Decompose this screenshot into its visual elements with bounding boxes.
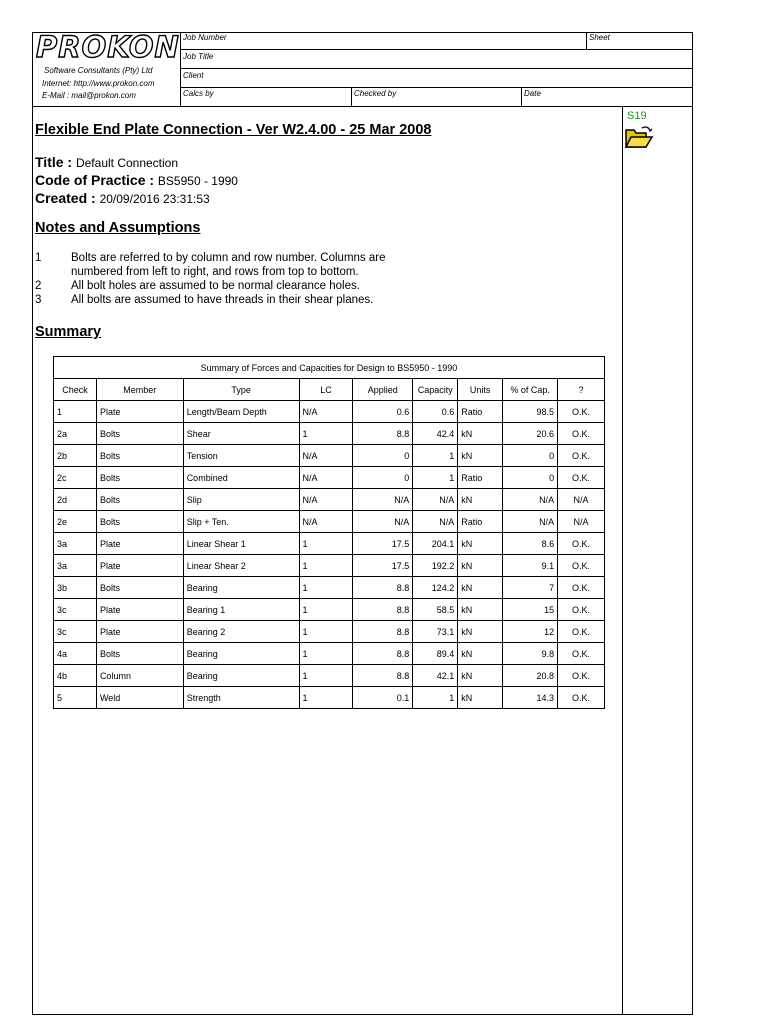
header-row-line [180,68,693,69]
table-cell: 2b [54,445,97,467]
table-cell: 4a [54,643,97,665]
table-cell: N/A [558,511,605,533]
table-cell: Plate [96,621,183,643]
table-cell: Bolts [96,643,183,665]
table-cell: O.K. [558,643,605,665]
table-cell: kN [458,423,503,445]
table-cell: 12 [503,621,558,643]
table-cell: kN [458,577,503,599]
table-cell: O.K. [558,599,605,621]
page-title: Flexible End Plate Connection - Ver W2.4.00 - 25 Mar 2008 [35,122,432,138]
table-cell: 73.1 [413,621,458,643]
table-cell: Slip [183,489,299,511]
meta-created-value: 20/09/2016 23:31:53 [99,192,210,206]
table-cell: 1 [299,577,353,599]
table-row [54,555,605,577]
table-cell: kN [458,643,503,665]
table-cell: 1 [413,687,458,709]
table-cell: 89.4 [413,643,458,665]
table-row [54,687,605,709]
company-name: Software Consultants (Pty) Ltd [44,66,153,75]
column-header: LC [299,379,353,401]
table-cell: 3a [54,533,97,555]
table-cell: O.K. [558,555,605,577]
table-cell: Plate [96,533,183,555]
summary-heading: Summary [35,324,102,340]
table-cell: 20.8 [503,665,558,687]
company-email: E-Mail : mail@prokon.com [42,91,136,100]
table-cell: 8.6 [503,533,558,555]
sheet-label: Sheet [589,33,610,42]
table-row [54,511,605,533]
meta-created [35,190,210,206]
meta-title-label: Title : [35,154,73,170]
table-cell: N/A [413,511,458,533]
note-number: 1 [35,252,42,264]
table-cell: Ratio [458,511,503,533]
table-cell: N/A [299,489,353,511]
table-cell: Bolts [96,445,183,467]
table-cell: 2a [54,423,97,445]
table-cell: Shear [183,423,299,445]
table-cell: O.K. [558,533,605,555]
table-cell: kN [458,489,503,511]
job-title-label: Job Title [183,52,214,61]
table-cell: 20.6 [503,423,558,445]
table-cell: Bolts [96,577,183,599]
table-cell: N/A [299,401,353,423]
client-label: Client [183,71,204,80]
table-cell: Tension [183,445,299,467]
column-header: Check [54,379,97,401]
table-cell: Plate [96,599,183,621]
header-col-line [351,87,352,107]
table-cell: 0.6 [353,401,413,423]
table-cell: Linear Shear 2 [183,555,299,577]
table-cell: Bearing 1 [183,599,299,621]
table-row [54,445,605,467]
table-row [54,423,605,445]
meta-created-label: Created : [35,190,96,206]
table-cell: O.K. [558,687,605,709]
table-cell: 1 [299,533,353,555]
date-label: Date [524,89,541,98]
table-cell: Bolts [96,467,183,489]
table-row [54,533,605,555]
table-cell: 0.1 [353,687,413,709]
table-cell: 0 [353,445,413,467]
table-cell: N/A [503,489,558,511]
table-cell: 5 [54,687,97,709]
table-row [54,489,605,511]
table-cell: O.K. [558,665,605,687]
table-cell: N/A [299,445,353,467]
table-header-row [54,379,605,401]
table-cell: O.K. [558,577,605,599]
table-cell: Bearing 2 [183,621,299,643]
table-cell: 0.6 [413,401,458,423]
table-cell: O.K. [558,423,605,445]
table-row [54,599,605,621]
header-row-line [180,49,693,50]
table-cell: N/A [299,467,353,489]
table-cell: 8.8 [353,577,413,599]
table-cell: Plate [96,401,183,423]
table-cell: 3c [54,621,97,643]
table-cell: 8.8 [353,423,413,445]
table-cell: N/A [558,489,605,511]
table-cell: 3c [54,599,97,621]
table-cell: Bearing [183,577,299,599]
table-cell: 1 [299,423,353,445]
column-header: Applied [353,379,413,401]
table-row [54,577,605,599]
table-caption: Summary of Forces and Capacities for Design to BS5950 - 1990 [54,357,605,379]
table-row [54,401,605,423]
table-cell: 1 [299,621,353,643]
table-cell: Bearing [183,665,299,687]
sheet-code: S19 [627,110,647,122]
meta-code-value: BS5950 - 1990 [157,174,238,188]
table-cell: 3a [54,555,97,577]
notes-heading: Notes and Assumptions [35,220,201,236]
meta-code [35,172,238,188]
calcs-by-label: Calcs by [183,89,214,98]
table-cell: O.K. [558,467,605,489]
table-cell: Length/Beam Depth [183,401,299,423]
table-cell: N/A [353,489,413,511]
column-header: Units [458,379,503,401]
table-cell: Ratio [458,467,503,489]
table-cell: 0 [503,467,558,489]
table-cell: Weld [96,687,183,709]
table-cell: 98.5 [503,401,558,423]
header-col-line [521,87,522,107]
table-cell: kN [458,445,503,467]
job-number-label: Job Number [183,33,227,42]
table-cell: kN [458,621,503,643]
note-text: numbered from left to right, and rows from top to bottom. [71,266,359,278]
column-header: ? [558,379,605,401]
table-cell: kN [458,533,503,555]
table-cell: N/A [299,511,353,533]
table-cell: 2e [54,511,97,533]
header-bottom-line [32,106,693,107]
header-row-line [180,87,693,88]
table-cell: Bolts [96,489,183,511]
table-row [54,665,605,687]
table-cell: 8.8 [353,643,413,665]
table-cell: N/A [503,511,558,533]
table-cell: Ratio [458,401,503,423]
table-cell: 2c [54,467,97,489]
table-cell: Combined [183,467,299,489]
table-cell: Plate [96,555,183,577]
table-cell: 17.5 [353,533,413,555]
header-col-line [586,32,587,49]
table-cell: kN [458,687,503,709]
table-cell: 7 [503,577,558,599]
table-cell: kN [458,665,503,687]
column-header: Member [96,379,183,401]
table-cell: 204.1 [413,533,458,555]
table-cell: 4b [54,665,97,687]
table-row [54,467,605,489]
meta-title-value: Default Connection [75,156,179,170]
table-cell: 1 [54,401,97,423]
note-number: 2 [35,280,42,292]
table-cell: 42.1 [413,665,458,687]
table-cell: 1 [299,643,353,665]
column-header: % of Cap. [503,379,558,401]
prokon-logo: PROKON [36,30,180,64]
note-text: All bolt holes are assumed to be normal clearance holes. [71,280,360,292]
header-divider [180,32,181,107]
table-cell: 15 [503,599,558,621]
column-header: Capacity [413,379,458,401]
table-cell: Bolts [96,423,183,445]
table-cell: N/A [353,511,413,533]
note-number: 3 [35,294,42,306]
table-cell: 1 [299,555,353,577]
table-cell: 1 [299,599,353,621]
table-cell: 0 [503,445,558,467]
table-cell: 58.5 [413,599,458,621]
table-cell: N/A [413,489,458,511]
table-cell: 8.8 [353,621,413,643]
table-cell: 124.2 [413,577,458,599]
meta-title [35,154,178,170]
side-column-divider [622,107,623,1015]
table-cell: O.K. [558,445,605,467]
table-cell: 1 [299,665,353,687]
table-cell: 14.3 [503,687,558,709]
table-cell: O.K. [558,401,605,423]
table-cell: 1 [413,445,458,467]
table-row [54,643,605,665]
note-text: All bolts are assumed to have threads in their shear planes. [71,294,374,306]
table-cell: 1 [413,467,458,489]
table-cell: kN [458,555,503,577]
table-cell: 1 [299,687,353,709]
table-row [54,621,605,643]
column-header: Type [183,379,299,401]
table-cell: kN [458,599,503,621]
note-text: Bolts are referred to by column and row number. Columns are [71,252,386,264]
table-cell: 2d [54,489,97,511]
table-cell: Column [96,665,183,687]
table-cell: Slip + Ten. [183,511,299,533]
table-cell: Bearing [183,643,299,665]
table-cell: 8.8 [353,599,413,621]
table-cell: 42.4 [413,423,458,445]
table-cell: O.K. [558,621,605,643]
table-cell: 8.8 [353,665,413,687]
folder-open-icon[interactable] [624,124,654,150]
table-cell: 9.8 [503,643,558,665]
table-cell: 9.1 [503,555,558,577]
summary-table [53,356,605,709]
table-cell: Bolts [96,511,183,533]
table-cell: 0 [353,467,413,489]
table-cell: Linear Shear 1 [183,533,299,555]
table-cell: 17.5 [353,555,413,577]
table-cell: 3b [54,577,97,599]
table-cell: 192.2 [413,555,458,577]
checked-by-label: Checked by [354,89,397,98]
meta-code-label: Code of Practice : [35,172,155,188]
table-cell: Strength [183,687,299,709]
company-internet: Internet: http://www.prokon.com [42,79,155,88]
